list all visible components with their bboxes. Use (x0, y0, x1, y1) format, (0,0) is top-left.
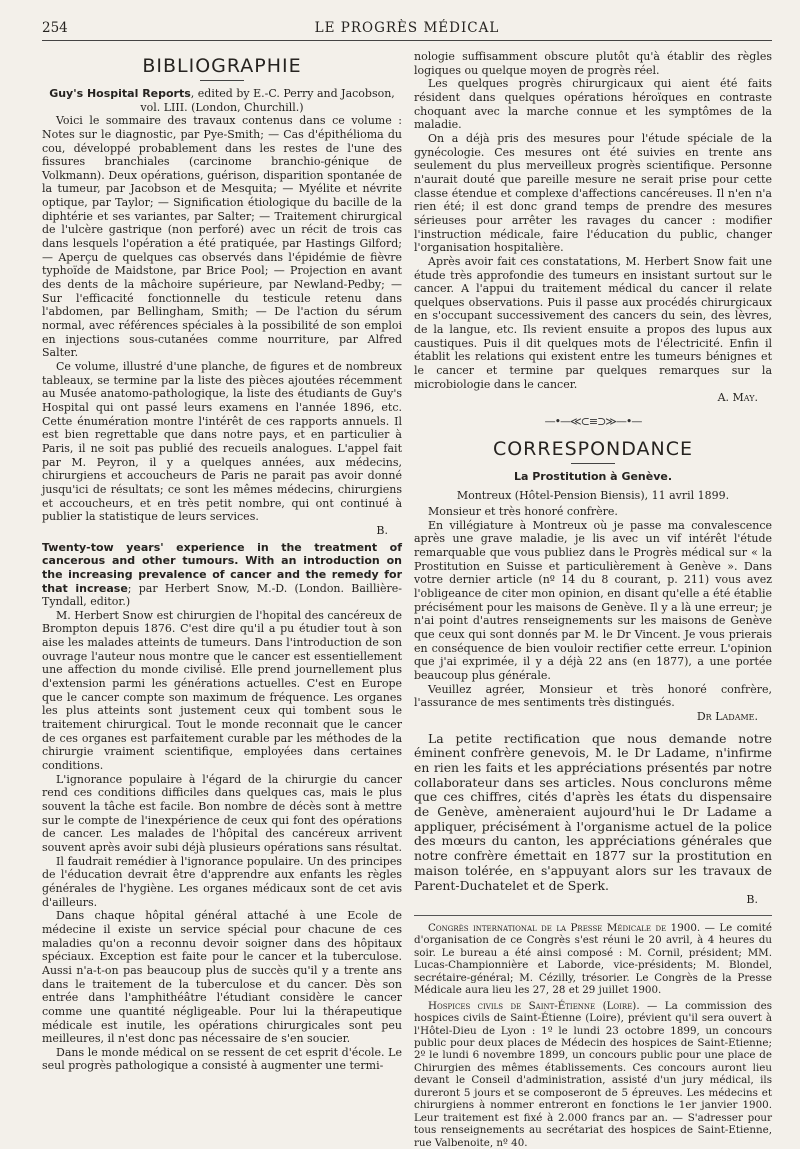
signature-row (42, 524, 402, 538)
book-title: Guy's Hospital Reports (49, 87, 191, 100)
paragraph: En villégiature à Montreux où je passe ma convalescence après une grave maladie, je lis avec un vif intérêt l'étude remarquable que vous publiez dans le Progrès médical sur « la Prostitution en Suisse et particulièrement à Genève ». Dans votre dernier article (nº 14 du 8 courant, p. 211) vous avez l'obligeance de citer mon opinion, en disant qu'elle a été établie précisément pour les maisons de Genève. Il y a là une erreur; je n'ai point d'autres renseignements sur les maisons de Genève que ceux qui sont donnés par M. le Dr Vincent. Je vous prierais en conséquence de bien vouloir rectifier cette erreur. L'opinion que j'ai exprimée, il y a déjà 22 ans (en 1877), a une portée beaucoup plus générale. (414, 518, 772, 682)
left-column (42, 50, 402, 1073)
title-rule (571, 463, 615, 464)
news-body: — La commission des hospices civils de Saint-Étienne (Loire), prévient qu'il sera ouvert à l'Hôtel-Dieu de Lyon : 1º le lundi 23 octobre 1899, un concours public pour deux places de Médecin des hospices de Saint-Etienne; 2º le lundi 6 novembre 1899, un concours public pour une place de Chirurgien des mêmes établissements. Ces concours auront lieu devant le Conseil d'administration, assisté d'un jury médical, ils dureront 5 jours et se composeront de 5 épreuves. Les médecins et chirurgiens à nommer entreront en fonctions le 1er janvier 1900. Leur traitement est fixé à 2.000 francs par an. — S'adresser pour tous renseignements au secrétariat des hospices de Saint-Etienne, rue Valbenoite, nº 40. (414, 999, 772, 1149)
book-entry-heading (42, 541, 402, 609)
news-item (414, 922, 772, 997)
paragraph: L'ignorance populaire à l'égard de la chirurgie du cancer rend ces conditions difficiles dans quelques cas, mais le plus souvent la tâche est facile. Bon nombre de décès sont à mettre sur le compte de l'inexpérience de ceux qui font des opérations de cancer. Les malades de l'hôpital des cancéreux arrivent souvent après avoir subi déjà plusieurs opérations sans résultat. (42, 772, 402, 854)
signature-row (414, 710, 772, 724)
book-meta: ; par Herbert Snow, M.-D. (London. Baillière-Tyndall, editor.) (42, 581, 402, 609)
running-header (42, 20, 772, 41)
ornament-divider: —•—≪⊂≡⊃≫—•— (544, 415, 642, 429)
paragraph: M. Herbert Snow est chirurgien de l'hopital des cancéreux de Brompton depuis 1876. C'est dire qu'il a pu étudier tout à son aise les malades atteints de tumeurs. Dans l'introduction de son ouvrage l'auteur nous montre que le cancer est essentiellement une affection du monde civilisé. Elle prend journellement plus d'extension parmi les générations actuelles. C'est en Europe que le cancer compte son maximum de fréquence. Les organes les plus atteints sont justement ceux qui tombent sous le traitement chirurgical. Tout le monde reconnait que le cancer de ces organes est parfaitement curable par les méthodes de la chirurgie vraiment scientifique, employées dans certaines conditions. (42, 608, 402, 773)
section-title-bibliographie: BIBLIOGRAPHIE (142, 55, 302, 77)
news-block (414, 922, 772, 1149)
signature: B. (746, 893, 758, 907)
paragraph: Les quelques progrès chirurgicaux qui aient été faits résident dans quelques opérations héroïques en contraste choquant avec la marche connue et les symptômes de la maladie. (414, 77, 772, 132)
news-heading: Congrès international de la Presse Médicale de 1900. (428, 921, 701, 934)
signature: A. May. (717, 391, 758, 405)
editor-reply: La petite rectification que nous demande notre éminent confrère genevois, M. le Dr Ladame, n'infirme en rien les faits et les appréciations présentés par notre collaborateur dans ses articles. Nous conclurons même que ces chiffres, cités d'après les états du dispensaire de Genève, amèneraient aujourd'hui le Dr Ladame a appliquer, précisément à l'organisme actuel de la police des mœurs du canton, les appréciations générales que notre confrère émettait en 1877 sur la prostitution en maison tolérée, en s'appuyant alors sur les travaux de Parent-Duchatelet et de Sperk. (414, 730, 772, 893)
news-heading: Hospices civils de Saint-Étienne (Loire). (428, 999, 640, 1012)
letter-salutation: Monsieur et très honoré confrère. (428, 505, 618, 519)
paragraph: Veuillez agréer, Monsieur et très honoré confrère, l'assurance de mes sentiments très distingués. (414, 682, 772, 710)
paragraph: Il faudrait remédier à l'ignorance populaire. Un des principes de l'éducation devrait être d'apprendre aux enfants les règles générales de l'hygiène. Les organes médicaux sont de cet avis d'ailleurs. (42, 854, 402, 909)
signature: B. (376, 523, 388, 537)
book-meta: , edited by E.-C. Perry and Jacobson, vol. LIII. (London, Churchill.) (140, 87, 395, 114)
page-number: 254 (42, 20, 68, 36)
paragraph: Voici le sommaire des travaux contenus dans ce volume : Notes sur le diagnostic, par Pye-Smith; — Cas d'épithélioma du cou, développé probablement dans les restes de l'une des fissures branchiales (carcinome branchio-génique de Volkmann). Deux opérations, guérison, disparition spontanée de la tumeur, par Jacobson et de Mesquita; — Myélite et névrite optique, par Taylor; — Signification étiologique du bacille de la diphtérie et ses variantes, par Salter; — Traitement chirurgical de l'ulcère gastrique (non perforé) avec un récit de trois cas dans lesquels l'opération a été pratiquée, par Hastings Gilford; — Aperçu de quelques cas observés dans l'épidémie de fièvre typhoïde de Maidstone, par Brice Pool; — Projection en avant des dents de la mâchoire supérieure, par Newland-Pedby; — Sur l'efficacité fonctionnelle du testicule retenu dans l'abdomen, par Bellingham, Smith; — De l'action du sérum normal, avec références spéciales à la possibilité de son emploi en injections sous-cutanées comme nourriture, par Alfred Salter. (42, 114, 402, 360)
book-title: Twenty-tow years' experience in the treatment of cancerous and other tumours. With an introduction on the increasing prevalence of cancer and the remedy for that increase (42, 540, 402, 595)
section-title-correspondance: CORRESPONDANCE (492, 437, 694, 460)
letter-dateline: Montreux (Hôtel-Pension Biensis), 11 avril 1899. (456, 489, 730, 503)
section-separator (414, 915, 772, 916)
title-rule (200, 80, 244, 81)
news-body: — Le comité d'organisation de ce Congrès s'est réuni le 20 avril, à 4 heures du soir. Le bureau a été ainsi composé : M. Cornil, président; MM. Lucas-Championnière et Laborde, vice-présidents; M. Blondel, secrétaire-général; M. Cézilly, trésorier. Le Congrès de la Presse Médicale aura lieu les 27, 28 et 29 juillet 1900. (414, 921, 772, 997)
paragraph: Dans le monde médical on se ressent de cet esprit d'école. Le seul progrès pathologique a consisté à augmenter une termi- (42, 1045, 402, 1073)
paragraph: nologie suffisamment obscure plutôt qu'à établir des règles logiques ou quelque moyen de progrès réel. (414, 50, 772, 77)
running-title: LE PROGRÈS MÉDICAL (314, 20, 500, 36)
book-entry-heading (42, 87, 402, 114)
article-subtitle: La Prostitution à Genève. (513, 469, 673, 483)
paragraph: Dans chaque hôpital général attaché à une Ecole de médecine il existe un service spécial pour chacune de ces maladies qu'on a reconnu devoir soigner dans des hôpitaux spéciaux. Exception est faite pour le cancer et la tuberculose. Aussi n'a-t-on pas beaucoup plus de succès qu'il y a trente ans dans le traitement de la tuberculose et du cancer. Dès son entrée dans l'amphithéâtre l'étudiant considère le cancer comme une quantité négligeable. Pour lui la thérapeutique médicale est inutile, les opérations chirurgicales sont peu meilleures, il n'est donc pas nécessaire de s'en soucier. (42, 909, 402, 1046)
paragraph: Ce volume, illustré d'une planche, de figures et de nombreux tableaux, se termine par la liste des pièces ajoutées récemment au Musée anatomo-pathologique, la liste des étudiants de Guy's Hospital qui ont passé leurs examens en l'année 1896, etc. Cette énumération montre l'intérêt de ces rapports annuels. Il est bien regrettable que dans notre pays, et en particulier à Paris, il ne soit pas publié des recueils analogues. L'appel fait par M. Peyron, il y a quelques années, aux médecins, chirurgiens et accoucheurs de Paris ne parait pas avoir donné jusqu'ici de résultats; ce sont les mêmes médecins, chirurgiens et accoucheurs, et en très petit nombre, qui ont continué à publier la statistique de leurs services. (42, 360, 402, 524)
news-item (414, 1000, 772, 1149)
right-column (414, 50, 772, 1149)
paragraph: Après avoir fait ces constatations, M. Herbert Snow fait une étude très approfondie des tumeurs en insistant surtout sur le cancer. A l'appui du traitement médical du cancer il relate quelques observations. Puis il passe aux procédés chirurgicaux en s'occupant successivement des cancers du sein, des lèvres, de la langue, etc. Ils revient ensuite a propos des lupus aux caustiques. Puis il dit quelques mots de l'électricité. Enfin il établit les relations qui existent entre les tumeurs bénignes et le cancer et termine par quelques remarques sur la microbiologie dans le cancer. (414, 254, 772, 391)
signature: Dr Ladame. (696, 709, 758, 723)
signature-row (414, 391, 772, 405)
signature-row (414, 893, 772, 907)
paragraph: On a déjà pris des mesures pour l'étude spéciale de la gynécologie. Ces mesures ont été suivies en trente ans seulement du plus merveilleux progrès scientifique. Personne n'aurait douté que pareille mesure ne serait prise pour cette classe étendue et complexe d'affections cancéreuses. Il n'en n'a rien été; il est donc grand temps de prendre des mesures sérieuses pour arrêter les ravages du cancer : modifier l'instruction médicale, faire l'éducation du public, changer l'organisation hospitalière. (414, 131, 772, 255)
